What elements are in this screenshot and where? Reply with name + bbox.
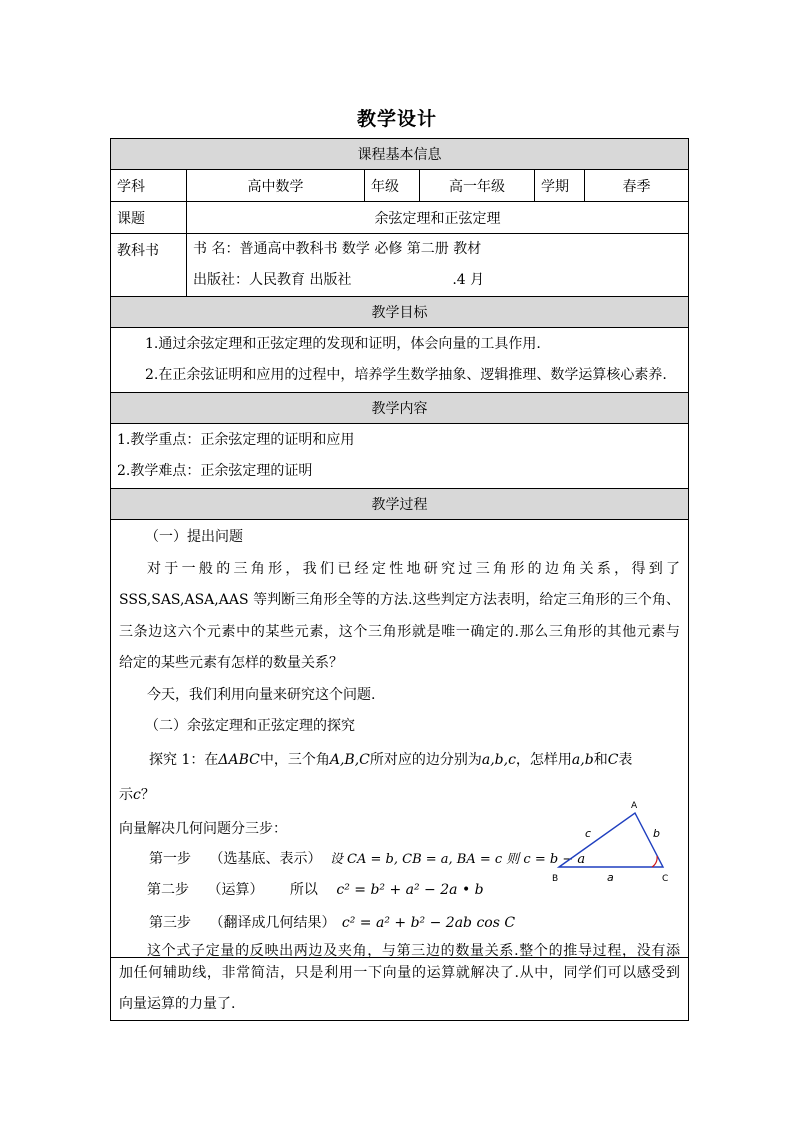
explore-math: c xyxy=(133,787,141,803)
explore-text: 示 xyxy=(119,787,133,803)
section-content xyxy=(111,393,689,424)
explore-math: C xyxy=(607,752,619,768)
topic-row xyxy=(111,202,689,234)
process-paragraph-line: 今天，我们利用向量来研究这个问题. xyxy=(147,687,376,703)
steps-intro: 向量解决几何问题分三步： xyxy=(119,821,287,837)
step-note: （选基底、表示） xyxy=(209,851,322,867)
explore-question xyxy=(149,749,632,769)
content-item: 1.教学重点：正余弦定理的证明和应用 xyxy=(117,432,355,448)
explore-text: 所对应的边分别为 xyxy=(369,752,482,768)
vertex-b-label: B xyxy=(552,874,559,884)
step-2 xyxy=(147,879,484,899)
subject-value: 高中数学 xyxy=(187,170,365,202)
content-row xyxy=(111,424,689,489)
process-body xyxy=(111,520,689,958)
publisher-name: 出版社：人民教育 出版社 xyxy=(193,272,352,288)
publish-month: .4 月 xyxy=(452,272,485,288)
topic-label: 课题 xyxy=(111,202,187,234)
term-value: 春季 xyxy=(585,170,689,202)
doc-title: 教学设计 xyxy=(356,108,437,130)
textbook-row xyxy=(111,234,689,297)
step-formula: 设 CA = b, CB = a, BA = c 则 c = b − a xyxy=(329,852,586,867)
section-process xyxy=(111,489,689,520)
explore-math: ΔABC xyxy=(218,752,260,768)
section-basic-info-title: 课程基本信息 xyxy=(111,139,689,170)
step-label: 第一步 xyxy=(149,851,191,867)
step-formula: c² = a² + b² − 2ab cos C xyxy=(341,915,516,931)
conclusion-line: 向量运算的力量了. xyxy=(119,996,236,1012)
explore-text: ？ xyxy=(140,787,155,803)
process-heading-1: （一）提出问题 xyxy=(145,529,243,545)
explore-text: 和 xyxy=(593,752,608,768)
process-row-cont xyxy=(111,958,689,1021)
process-paragraph-line: 对于一般的三角形，我们已经定性地研究过三角形的边角关系，得到了 xyxy=(147,561,681,577)
explore-math: a,b xyxy=(571,752,594,768)
process-paragraph-line: 给定的某些元素有怎样的数量关系？ xyxy=(119,655,343,671)
process-heading-2: （二）余弦定理和正弦定理的探究 xyxy=(145,718,355,734)
vertex-a-label: A xyxy=(631,801,638,811)
step-1 xyxy=(149,848,585,868)
step-formula: c² = b² + a² − 2a • b xyxy=(336,882,484,898)
side-c-label: c xyxy=(585,827,592,840)
objectives-row xyxy=(111,328,689,393)
process-paragraph-line: SSS,SAS,ASA,AAS 等判断三角形全等的方法.这些判定方法表明，给定三角形的三个角、 xyxy=(119,592,681,608)
objective-item: 1.通过余弦定理和正弦定理的发现和证明，体会向量的工具作用. xyxy=(145,336,541,352)
section-process-title: 教学过程 xyxy=(111,489,689,520)
conclusion-line: 这个式子定量的反映出两边及夹角，与第三边的数量关系.整个的推导过程，没有添 xyxy=(147,943,681,959)
side-a-label: a xyxy=(607,871,614,884)
angle-c-arc xyxy=(652,856,657,867)
explore-math: A,B,C xyxy=(329,752,370,768)
explore-text: 表 xyxy=(618,752,633,768)
explore-question-cont xyxy=(119,784,155,804)
objective-item: 2.在正余弦证明和应用的过程中，培养学生数学抽象、逻辑推理、数学运算核心素养. xyxy=(145,367,667,383)
triangle-shape xyxy=(559,813,663,867)
step-note: （翻译成几何结果） xyxy=(209,915,336,931)
step-text: 所以 xyxy=(289,882,318,898)
vertex-c-label: C xyxy=(662,874,669,884)
explore-math: a,b,c xyxy=(481,752,516,768)
step-3 xyxy=(149,912,515,932)
explore-text: ，怎样用 xyxy=(515,752,572,768)
lesson-plan-table xyxy=(110,138,689,1021)
textbook-title: 书 名：普通高中教科书 数学 必修 第二册 教材 xyxy=(193,241,482,257)
subject-label: 学科 xyxy=(111,170,187,202)
textbook-publisher xyxy=(193,265,682,296)
explore-text: 中，三个角 xyxy=(259,752,330,768)
info-row xyxy=(111,170,689,202)
process-paragraph-line: 三条边这六个元素中的某些元素，这个三角形就是唯一确定的.那么三角形的其他元素与 xyxy=(119,624,681,640)
grade-value: 高一年级 xyxy=(420,170,535,202)
step-note: （运算） xyxy=(207,882,264,898)
explore-text: 探究 1：在 xyxy=(149,752,219,768)
grade-label: 年级 xyxy=(365,170,420,202)
side-b-label: b xyxy=(653,827,660,840)
conclusion-line: 加任何辅助线，非常简洁，只是利用一下向量的运算就解决了.从中，同学们可以感受到 xyxy=(119,965,681,981)
content-item: 2.教学难点：正余弦定理的证明 xyxy=(117,463,313,479)
topic-value: 余弦定理和正弦定理 xyxy=(187,202,689,234)
process-row xyxy=(111,520,689,958)
step-label: 第二步 xyxy=(147,882,189,898)
section-content-title: 教学内容 xyxy=(111,393,689,424)
section-objectives-title: 教学目标 xyxy=(111,297,689,328)
term-label: 学期 xyxy=(535,170,585,202)
section-objectives xyxy=(111,297,689,328)
triangle-diagram xyxy=(549,795,681,887)
step-label: 第三步 xyxy=(149,915,191,931)
textbook-label: 教科书 xyxy=(111,234,187,297)
section-basic-info xyxy=(111,139,689,170)
